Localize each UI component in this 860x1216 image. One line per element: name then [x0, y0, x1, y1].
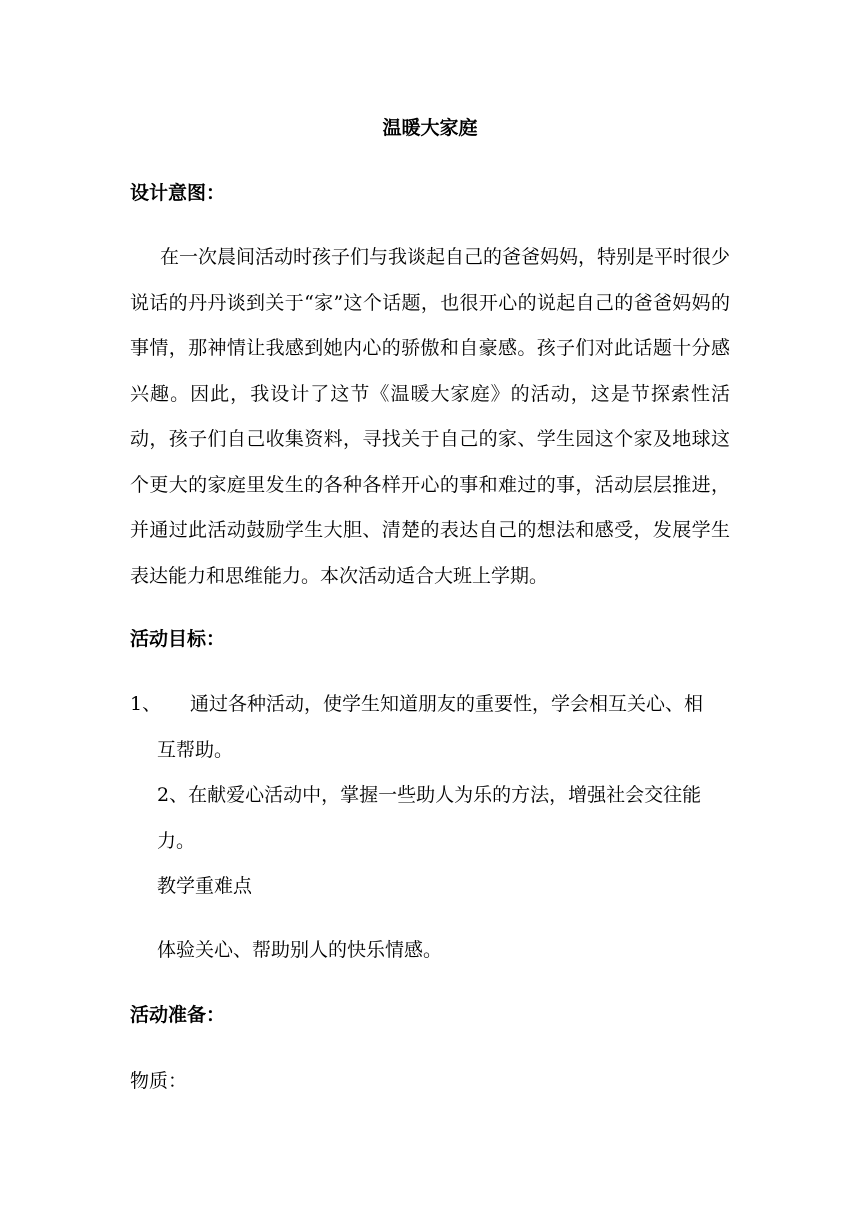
design-intent-heading: 设计意图：: [130, 182, 226, 204]
key-points-label: 教学重难点: [157, 875, 253, 897]
document-title: 温暖大家庭: [382, 117, 478, 139]
activity-prep-heading: 活动准备：: [130, 1004, 226, 1026]
material-label: 物质：: [130, 1070, 188, 1092]
activity-goals-heading: 活动目标：: [130, 628, 226, 650]
design-intent-paragraph: 在一次晨间活动时孩子们与我谈起自己的爸爸妈妈，特别是平时很少说话的丹丹谈到关于“家”这个话题，也很开心的说起自己的爸爸妈妈的事情，那神情让我感到她内心的骄傲和自豪感。孩子们对此话题十分感兴趣。因此，我设计了这节《温暖大家庭》的活动，这是节探索性活动，孩子们自己收集资料，寻找关于自己的家、学生园这个家及地球这个更大的家庭里发生的各种各样开心的事和难过的事，活动层层推进，并通过此活动鼓励学生大胆、清楚的表达自己的想法和感受，发展学生表达能力和思维能力。本次活动适合大班上学期。: [130, 246, 731, 587]
goal-1-line-2: 互帮助。: [157, 739, 234, 761]
goal-2-line-2: 力。: [157, 830, 196, 852]
goal-1-number: 1、: [130, 693, 162, 715]
goal-1-line-1: 通过各种活动，使学生知道朋友的重要性，学会相互关心、相: [190, 693, 704, 715]
goal-2-line-1: 2、在献爱心活动中，掌握一些助人为乐的方法，增强社会交往能: [157, 784, 702, 806]
key-points-text: 体验关心、帮助别人的快乐情感。: [157, 939, 443, 961]
